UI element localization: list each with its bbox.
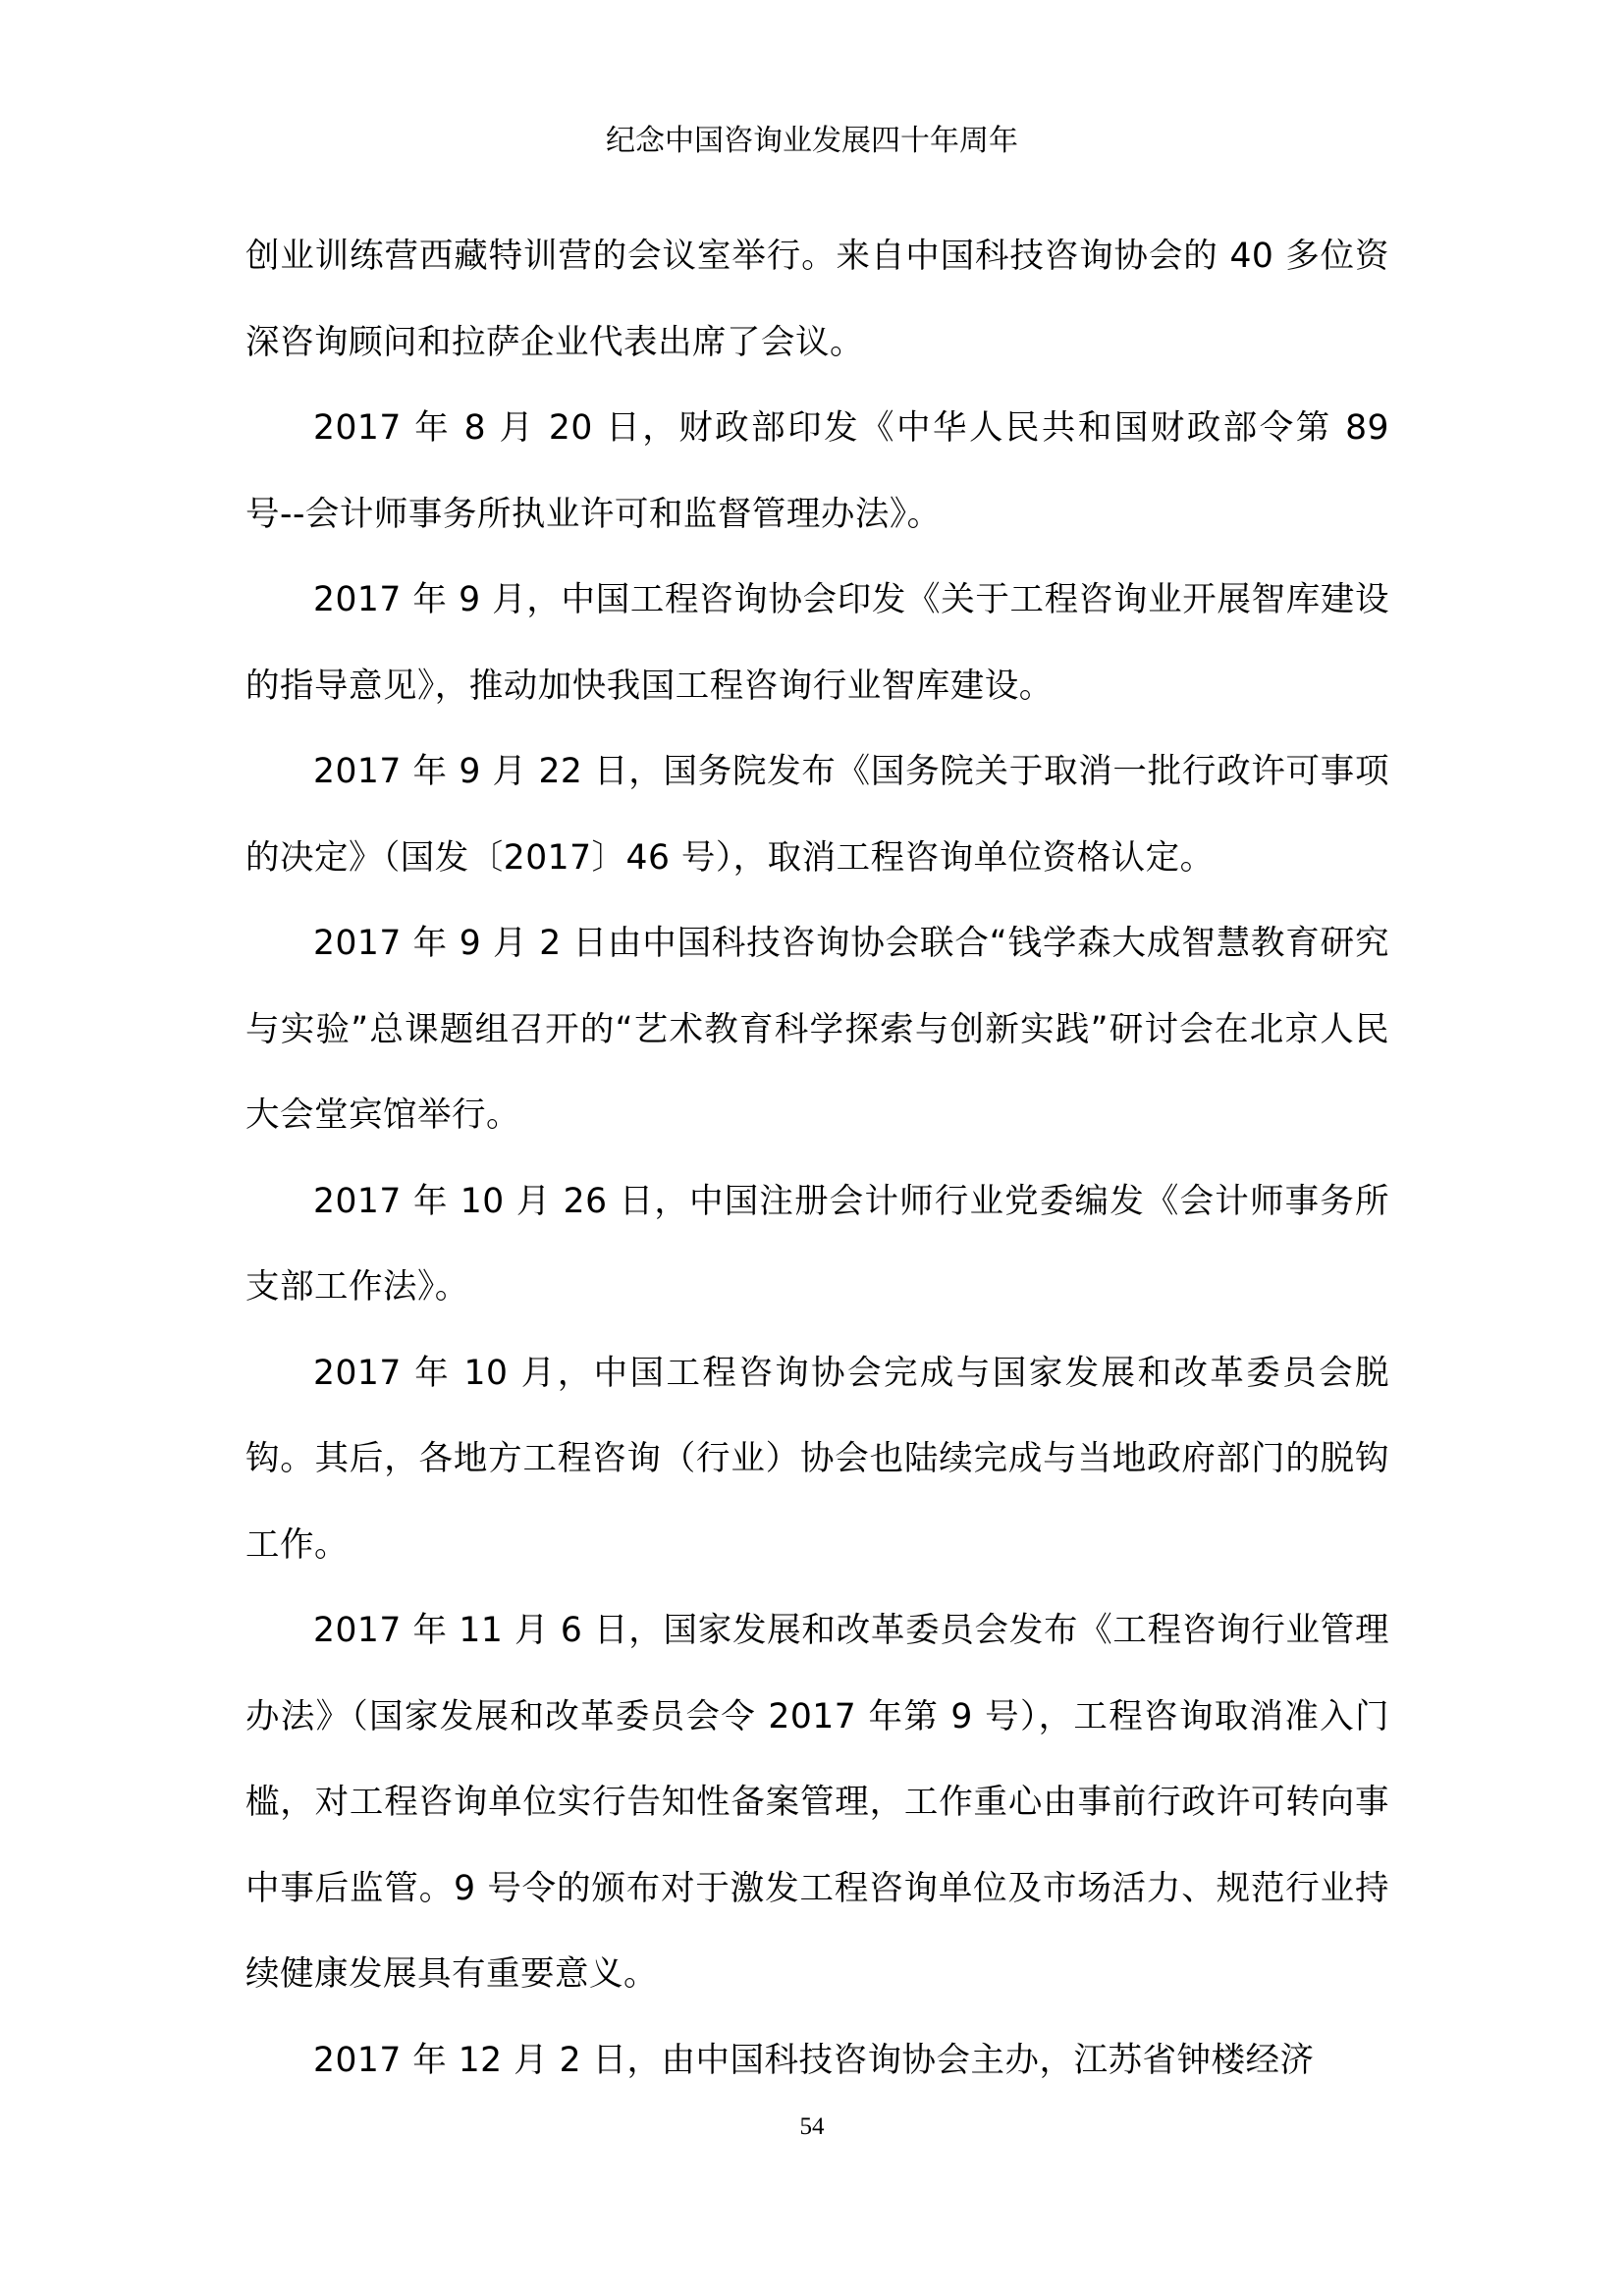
- paragraph-2017-11-06: 2017 年 11 月 6 日，国家发展和改革委员会发布《工程咨询行业管理办法》（国家发展和改革委员会令 2017 年第 9 号），工程咨询取消准入门槛，对工程咨询单位实行告知性备案管理，工作重心由事前行政许可转向事中事后监管。9 号令的颁布对于激发工程咨询单位及市场活力、规范行业持续健康发展具有重要意义。: [245, 1611, 1389, 1994]
- paragraph-2017-10: 2017 年 10 月，中国工程咨询协会完成与国家发展和改革委员会脱钩。其后，各地方工程咨询（行业）协会也陆续完成与当地政府部门的脱钩工作。: [245, 1353, 1389, 1565]
- page-number: 54: [799, 2113, 825, 2140]
- paragraph-2017-09: 2017 年 9 月，中国工程咨询协会印发《关于工程咨询业开展智库建设的指导意见》，推动加快我国工程咨询行业智库建设。: [245, 580, 1389, 706]
- paragraph-2017-09-02: 2017 年 9 月 2 日由中国科技咨询协会联合“钱学森大成智慧教育研究与实验”总课题组召开的“艺术教育科学探索与创新实践”研讨会在北京人民大会堂宾馆举行。: [245, 924, 1389, 1135]
- paragraph-2017-12-02: 2017 年 12 月 2 日，由中国科技咨询协会主办，江苏省钟楼经济: [313, 2040, 1315, 2080]
- paragraph-continuation: 创业训练营西藏特训营的会议室举行。来自中国科技咨询协会的 40 多位资深咨询顾问和拉萨企业代表出席了会议。: [245, 237, 1389, 362]
- paragraph-2017-08-20: 2017 年 8 月 20 日，财政部印发《中华人民共和国财政部令第 89 号--会计师事务所执业许可和监督管理办法》。: [245, 408, 1389, 534]
- document-body: [245, 214, 1389, 2104]
- paragraph-2017-10-26: 2017 年 10 月 26 日，中国注册会计师行业党委编发《会计师事务所支部工作法》。: [245, 1181, 1389, 1307]
- header-title: 纪念中国咨询业发展四十年周年: [606, 124, 1018, 158]
- page-header: [0, 122, 1624, 161]
- paragraph-2017-09-22: 2017 年 9 月 22 日，国务院发布《国务院关于取消一批行政许可事项的决定》（国发〔2017〕46 号），取消工程咨询单位资格认定。: [245, 752, 1389, 878]
